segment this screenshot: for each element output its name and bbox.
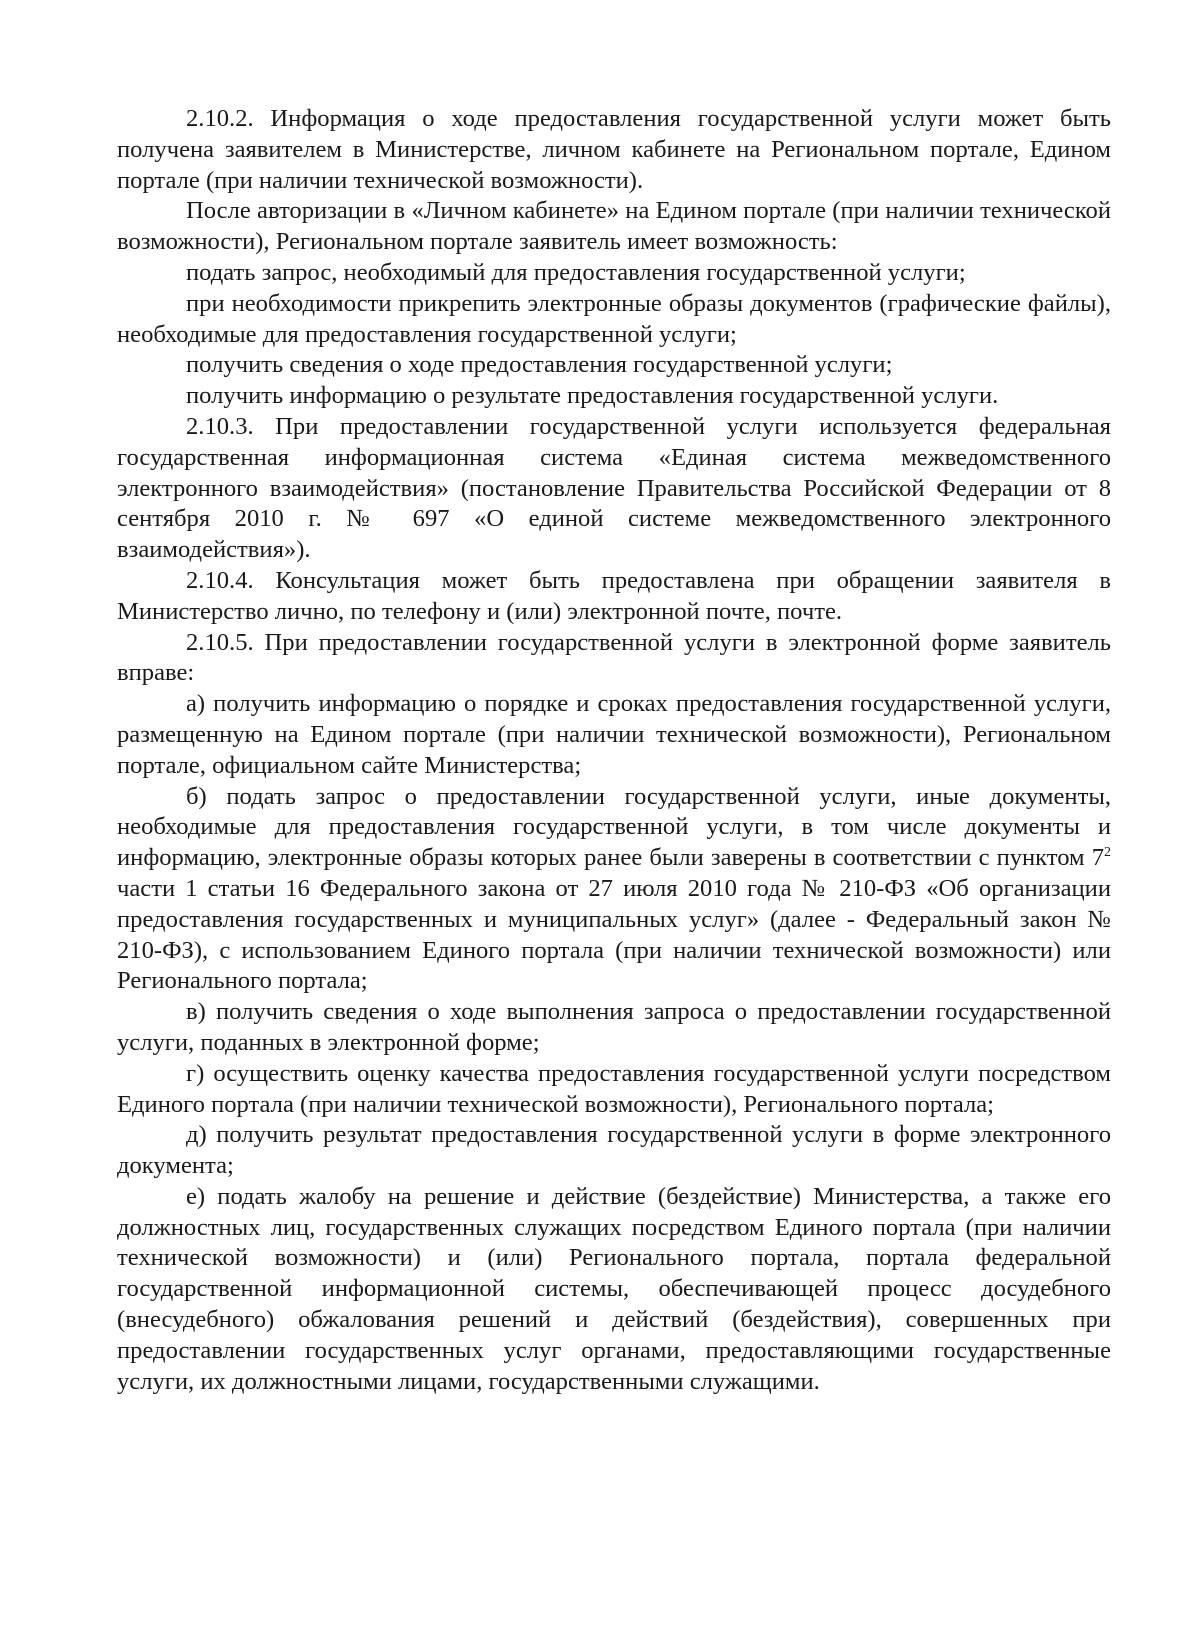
- paragraph-item-b: [117, 782, 1111, 998]
- paragraph-item-a: а) получить информацию о порядке и сроках предоставления государственной услуги, размещенную на Едином портале (при наличии технической возможности), Региональном портале, официальном сайте Министерства;: [117, 690, 1111, 779]
- paragraph-item-d: д) получить результат предоставления государственной услуги в форме электронного документа;: [117, 1121, 1111, 1180]
- paragraph-item-g: г) осуществить оценку качества предоставления государственной услуги посредством Единого портала (при наличии технической возможности), Регионального портала;: [117, 1059, 1111, 1118]
- paragraph-2-10-4: 2.10.4. Консультация может быть предоставлена при обращении заявителя в Министерство лично, по телефону и (или) электронной почте, почте.: [117, 566, 1111, 625]
- paragraph-get-result: получить информацию о результате предоставления государственной услуги.: [186, 382, 999, 410]
- paragraph-item-e: е) подать жалобу на решение и действие (бездействие) Министерства, а также его должностных лиц, государственных служащих посредством Единого портала (при наличии технической возможности) и (или) Регионального портала, портала федеральной государственной информационной системы, обеспечивающей процесс досудебного (внесудебного) обжалования решений и действий (бездействия), совершенных при предоставлении государственных услуг органами, предоставляющими государственные услуги, их должностными лицами, государственными служащими.: [117, 1182, 1111, 1395]
- paragraph-2-10-3: 2.10.3. При предоставлении государственной услуги используется федеральная государственная информационная система «Единая система межведомственного электронного взаимодействия» (постановление Правительства Российской Федерации от 8 сентября 2010 г. № 697 «О единой системе межведомственного электронного взаимодействия»).: [117, 412, 1111, 564]
- document-body: [117, 104, 1111, 1397]
- item-b-text-after: части 1 статьи 16 Федерального закона от 27 июля 2010 года № 210-ФЗ «Об организации предоставления государственных и муниципальных услуг» (далее - Федеральный закон № 210-ФЗ), с использованием Единого портала (при наличии технической возможности) или Регионального портала;: [117, 874, 1111, 995]
- paragraph-attach-documents: при необходимости прикрепить электронные образы документов (графические файлы), необходимые для предоставления государственной услуги;: [117, 289, 1111, 348]
- paragraph-item-v: в) получить сведения о ходе выполнения запроса о предоставлении государственной услуги, поданных в электронной форме;: [117, 998, 1111, 1056]
- paragraph-2-10-5: 2.10.5. При предоставлении государственной услуги в электронной форме заявитель вправе:: [117, 628, 1111, 687]
- paragraph-get-status: получить сведения о ходе предоставления государственной услуги;: [186, 351, 893, 379]
- item-b-text-before: б) подать запрос о предоставлении государственной услуги, иные документы, необходимые для предоставления государственной услуги, в том числе документы и информацию, электронные образы которых ранее были заверены в соответствии с пунктом 7: [117, 782, 1111, 872]
- paragraph-2-10-2: 2.10.2. Информация о ходе предоставления государственной услуги может быть получена заявителем в Министерстве, личном кабинете на Региональном портале, Едином портале (при наличии технической возможности).: [117, 105, 1111, 194]
- item-b-superscript: 2: [1104, 845, 1111, 861]
- paragraph-authorization: После авторизации в «Личном кабинете» на Едином портале (при наличии технической возможности), Региональном портале заявитель имеет возможность:: [117, 197, 1111, 256]
- paragraph-submit-request: подать запрос, необходимый для предоставления государственной услуги;: [186, 258, 966, 286]
